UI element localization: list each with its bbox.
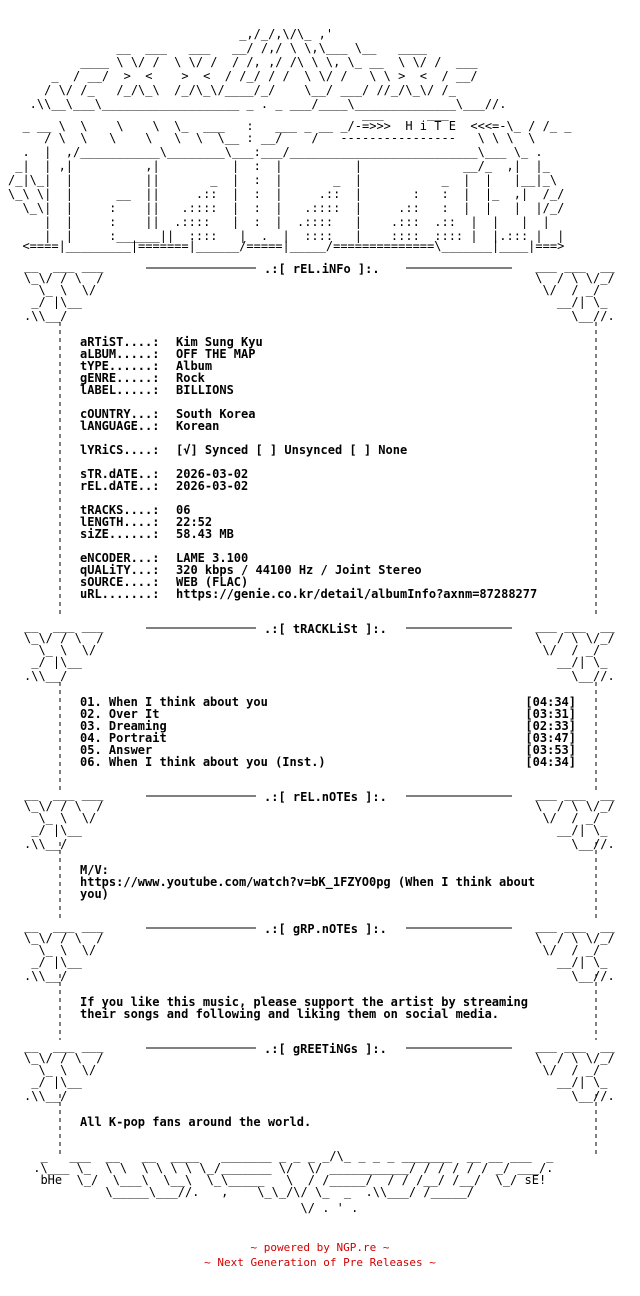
divider-right-art: \ / \ \/_/ [528, 271, 615, 285]
divider-right-art: \__//. [528, 1089, 615, 1103]
bottom-art-line: bHe \_/ \___\ \__\ \_\_____ \ / /_____/ / / /__/ /__/ \_/ sE! [26, 1173, 547, 1187]
divider-left-art: \_\/ / \ / [24, 271, 104, 285]
divider-right-art: \/ / _/ [528, 283, 601, 297]
divider-left-art: \_\/ / \ / [24, 799, 104, 813]
label-value: BILLIONS [176, 383, 234, 397]
track-time: [03:47] [525, 731, 576, 745]
divider-right-art: \__//. [528, 837, 615, 851]
footer-powered-by[interactable]: ~ powered by NGP.re ~ [250, 1241, 390, 1254]
release-notes [80, 863, 535, 901]
section-divider-rel-info [24, 259, 615, 323]
divider-right-art: \__//. [528, 669, 615, 683]
divider-left-art: _/ |\__ [24, 823, 82, 837]
divider-right-art: \ / \ \/_/ [528, 799, 615, 813]
track-time: [03:31] [525, 707, 576, 721]
track-title: 01. When I think about you [80, 695, 268, 709]
section-title: .:[ gREETiNGs ]:. [264, 1042, 387, 1056]
divider-left-art: __ ___ ___ [24, 259, 104, 273]
info-label: siZE......: [80, 527, 160, 541]
banner-art [8, 27, 572, 253]
divider-left-art: _/ |\__ [24, 955, 82, 969]
divider-left-art: \_ \ \/ [24, 811, 97, 825]
tracklist [80, 695, 576, 769]
info-label: lABEL.....: [80, 383, 160, 397]
divider-left-art: \_ \ \/ [24, 283, 97, 297]
divider-left-art: _/ |\__ [24, 295, 82, 309]
info-label: rEL.dATE..: [80, 479, 160, 493]
divider-left-art: .\\__/ [24, 1089, 68, 1103]
divider-right-art: ___ ___ __ [528, 259, 615, 273]
divider-right-art: __/| \_ [528, 295, 608, 309]
divider-right-art: __/| \_ [528, 823, 608, 837]
divider-left-art: _/ |\__ [24, 1075, 82, 1089]
bottom-art-line: \/ . ' . [26, 1201, 359, 1215]
divider-right-art: \ / \ \/_/ [528, 631, 615, 645]
divider-left-art: .\\__/ [24, 969, 68, 983]
type-value: Album [176, 359, 213, 373]
country-value: South Korea [176, 407, 256, 421]
mv-link-continued: you) [80, 887, 109, 901]
banner-line: . | ,/___________\________\___:___/__________________________\___ \_ . [8, 145, 543, 159]
divider-left-art: __ ___ ___ [24, 919, 104, 933]
mv-link[interactable]: https://www.youtube.com/watch?v=bK_1FZYO0pg (When I think about [80, 875, 536, 889]
encoder-value: LAME 3.100 [176, 551, 249, 565]
quality-value: 320 kbps / 44100 Hz / Joint Stereo [176, 563, 422, 577]
info-label: lYRiCS....: [80, 443, 160, 457]
info-label: eNCODER...: [80, 551, 160, 565]
tracks-value: 06 [176, 503, 191, 517]
divider-right-art: \ / \ \/_/ [528, 931, 615, 945]
section-divider-greetings [24, 1039, 615, 1103]
banner-line: _| | ,| ,| | : | | __/_ ,| |_ [8, 159, 550, 173]
section-divider-rel-notes [24, 787, 615, 851]
info-label: tRACKS....: [80, 503, 160, 517]
info-label: aRTiST....: [80, 335, 160, 349]
divider-left-art: __ ___ ___ [24, 619, 104, 633]
section-title: .:[ rEL.nOTEs ]:. [264, 790, 387, 804]
divider-left-art: .\\__/ [24, 669, 68, 683]
artist-value: Kim Sung Kyu [176, 335, 263, 349]
footer [0, 1240, 640, 1270]
track-title: 02. Over It [80, 707, 160, 721]
banner-line: | | :______|| :::: | . | :::: | :::: :::: | |.::: | | [8, 229, 565, 243]
banner-line: / \/ /_ /_/\_\ /_/\_\/____/_/ \__/ ___/ //_/\_\/ /_ [8, 83, 456, 97]
track-title: 04. Portrait [80, 731, 167, 745]
info-label: lANGUAGE..: [80, 419, 160, 433]
divider-right-art: __/| \_ [528, 1075, 608, 1089]
divider-right-art: \/ / _/ [528, 943, 601, 957]
divider-left-art: .\\__/ [24, 837, 68, 851]
banner-line: _,/_/,\/\_ ,' [8, 27, 334, 41]
divider-left-art: \_ \ \/ [24, 943, 97, 957]
track-time: [03:53] [525, 743, 576, 757]
divider-left-art: \_\/ / \ / [24, 631, 104, 645]
group-note-line: their songs and following and liking them on social media. [80, 1007, 500, 1021]
banner-line: ___ ___ [8, 107, 449, 121]
divider-left-art: __ ___ ___ [24, 787, 104, 801]
info-label: uRL.......: [80, 587, 160, 601]
banner-line: \_\ \| | __ || .:: | : | .:: | : : | |_ ,| /_/ [8, 187, 565, 201]
divider-left-art: \_\/ / \ / [24, 1051, 104, 1065]
release-info [80, 335, 537, 601]
banner-line: /_|\_| | || _ | : | _ | _ | | |__|_\ [8, 173, 558, 187]
rel-date-value: 2026-03-02 [176, 479, 249, 493]
divider-right-art: ___ ___ __ [528, 919, 615, 933]
banner-line: __ ___ ___ __/ /,/ \ \,\___ \__ ____ [8, 41, 428, 55]
divider-right-art: \__//. [528, 309, 615, 323]
album-url-link[interactable]: https://genie.co.kr/detail/albumInfo?axnm=87288277 [176, 587, 538, 601]
lyrics-value: [√] Synced [ ] Unsynced [ ] None [176, 443, 408, 457]
info-label: lENGTH....: [80, 515, 160, 529]
genre-value: Rock [176, 371, 205, 385]
divider-right-art: ___ ___ __ [528, 1039, 615, 1053]
info-label: qUALiTY...: [80, 563, 160, 577]
track-time: [04:34] [525, 755, 576, 769]
footer-tagline: ~ Next Generation of Pre Releases ~ [204, 1256, 436, 1269]
album-value: OFF THE MAP [176, 347, 256, 361]
bottom-art [26, 1149, 554, 1215]
divider-left-art: .\\__/ [24, 309, 68, 323]
divider-right-art: \/ / _/ [528, 811, 601, 825]
banner-line: ____ \ \/ / \ \/ / / /, ,/ /\ \ \, \_ __ \ \/ / ___ [8, 55, 478, 69]
banner-line: .\\__\___\___________________ _ . _ ___/____\______________\___//. [8, 97, 507, 111]
track-time: [02:33] [525, 719, 576, 733]
divider-right-art: __/| \_ [528, 655, 608, 669]
section-divider-tracklist [24, 619, 615, 683]
bottom-art-line: _ ___ __ __ ____ _______ _ _ _ _/\_ _ _ _ _______ __ __ ___ _ [26, 1149, 554, 1163]
mv-label: M/V: [80, 863, 109, 877]
info-label: sTR.dATE..: [80, 467, 160, 481]
length-value: 22:52 [176, 515, 213, 529]
divider-right-art: \/ / _/ [528, 643, 601, 657]
greetings [80, 1115, 311, 1129]
banner-line: _ / __/ > < > < / /_/ / / \ \/ / \ \ > < / __/ [8, 69, 478, 83]
divider-right-art: \__//. [528, 969, 615, 983]
divider-left-art: \_ \ \/ [24, 1063, 97, 1077]
banner-line: _ __ \ \ \ \ \_ ___ : ___ _ __ _/-=>>> H i T E <<<=-\_ / /_ _ [8, 119, 572, 133]
section-divider-grp-notes [24, 919, 615, 983]
divider-left-art: \_ \ \/ [24, 643, 97, 657]
track-time: [04:34] [525, 695, 576, 709]
track-title: 06. When I think about you (Inst.) [80, 755, 326, 769]
divider-left-art: \_\/ / \ / [24, 931, 104, 945]
banner-line: <====|_________|=======|______/=====|_____/==============\_______|____|===> [8, 239, 565, 253]
track-title: 03. Dreaming [80, 719, 167, 733]
section-title: .:[ tRACKLiSt ]:. [264, 622, 387, 636]
bottom-art-line: \_____\___//. , \_\_/\/ \_ _ .\\___/ /_____/ [26, 1185, 474, 1199]
section-title: .:[ rEL.iNFo ]:. [264, 262, 380, 276]
info-label: sOURCE....: [80, 575, 160, 589]
greeting-line: All K-pop fans around the world. [80, 1115, 312, 1129]
source-value: WEB (FLAC) [176, 575, 249, 589]
divider-left-art: __ ___ ___ [24, 1039, 104, 1053]
info-label: gENRE.....: [80, 371, 160, 385]
language-value: Korean [176, 419, 220, 433]
bottom-art-line: .\___ \_ \ \ \ \ \ \ \_/_______ \/ \/ ___________/ / / / / / _/ ___/. [26, 1161, 554, 1175]
info-label: aLBUM.....: [80, 347, 160, 361]
section-title: .:[ gRP.nOTEs ]:. [264, 922, 387, 936]
info-label: cOUNTRY...: [80, 407, 160, 421]
banner-line: \_\| | : || .:::: | : | .:::: | .:: : | | | |/_/ [8, 201, 565, 215]
divider-left-art: _/ |\__ [24, 655, 82, 669]
divider-right-art: ___ ___ __ [528, 619, 615, 633]
group-notes [80, 995, 528, 1021]
divider-right-art: \/ / _/ [528, 1063, 601, 1077]
group-note-line: If you like this music, please support the artist by streaming [80, 995, 528, 1009]
divider-right-art: \ / \ \/_/ [528, 1051, 615, 1065]
track-title: 05. Answer [80, 743, 153, 757]
str-date-value: 2026-03-02 [176, 467, 249, 481]
info-label: tYPE......: [80, 359, 160, 373]
size-value: 58.43 MB [176, 527, 234, 541]
divider-right-art: ___ ___ __ [528, 787, 615, 801]
banner-line: / \ \ \ \ \ \ \__ : __/ / ---------------- \ \ \ \ [8, 131, 536, 145]
divider-right-art: __/| \_ [528, 955, 608, 969]
banner-line: | | : || .:::: | : | .:::: | .::: .:: | | | | [8, 215, 550, 229]
